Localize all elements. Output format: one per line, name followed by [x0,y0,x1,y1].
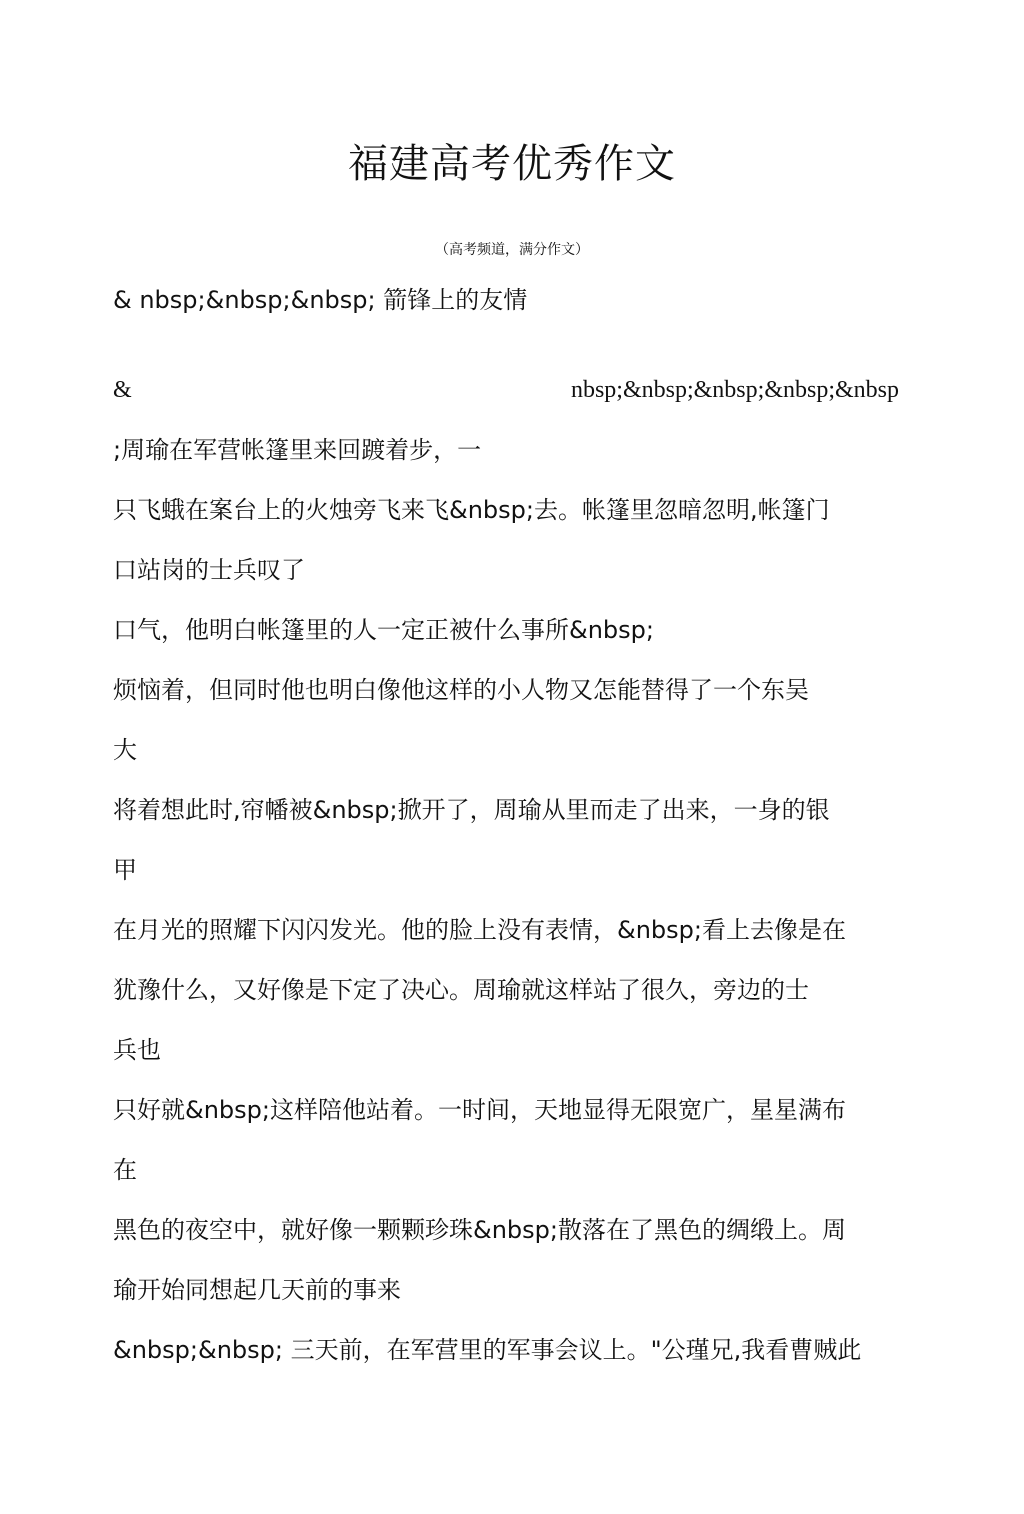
text-line: 甲 [113,856,137,884]
text-line: 口气，他明白帐篷里的人一定正被什么事所&nbsp; [113,616,654,644]
text-line: 只好就&nbsp;这样陪他站着。一时间，天地显得无限宽广，星星满布 [113,1096,846,1124]
text-line: 在 [113,1156,137,1184]
text-line: 只飞蛾在案台上的火烛旁飞来飞&nbsp;去。帐篷里忽暗忽明,帐篷门 [113,496,830,524]
text-line: ;周瑜在军营帐篷里来回踱着步，一 [113,436,482,464]
document-subtitle: （高考频道，满分作文） [435,242,589,258]
split-line-left: & [113,377,132,403]
essay-heading: & nbsp;&nbsp;&nbsp; 箭锋上的友情 [113,286,528,314]
text-line: 大 [113,736,137,764]
split-line-right: nbsp;&nbsp;&nbsp;&nbsp;&nbsp [570,377,899,403]
text-line: &nbsp;&nbsp; 三天前，在军营里的军事会议上。"公瑾兄,我看曹贼此 [113,1336,862,1364]
text-line: 兵也 [113,1036,161,1064]
text-line: 在月光的照耀下闪闪发光。他的脸上没有表情，&nbsp;看上去像是在 [113,916,846,944]
text-line: 黑色的夜空中，就好像一颗颗珍珠&nbsp;散落在了黑色的绸缎上。周 [113,1216,846,1244]
document-title: 福建高考优秀作文 [348,141,676,187]
text-line: 烦恼着，但同时他也明白像他这样的小人物又怎能替得了一个东吴 [113,676,809,704]
split-text-line [113,374,899,406]
text-line: 将着想此时,帘幡被&nbsp;掀开了，周瑜从里而走了出来，一身的银 [113,796,830,824]
text-line: 口站岗的士兵叹了 [113,556,305,584]
text-line: 瑜开始同想起几天前的事来 [113,1276,401,1304]
text-line: 犹豫什么，又好像是下定了决心。周瑜就这样站了很久，旁边的士 [113,976,809,1004]
